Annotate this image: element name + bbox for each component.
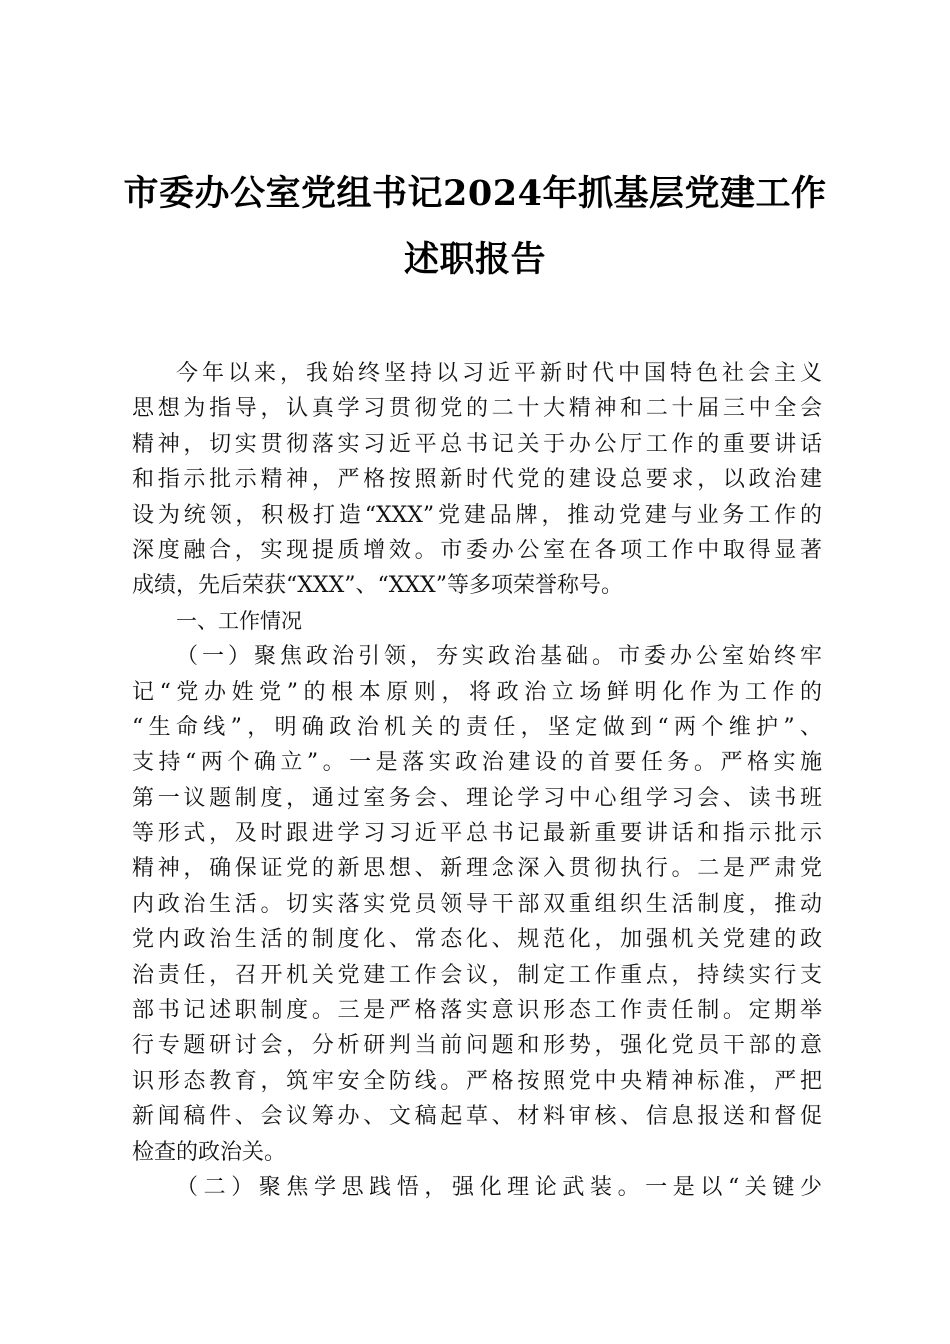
body-line: 支持“两个确立”。一是落实政治建设的首要任务。严格实施 [132,750,822,776]
body-line: 精神，切实贯彻落实习近平总书记关于办公厅工作的重要讲话 [132,431,822,457]
body-line: 内政治生活。切实落实党员领导干部双重组织生活制度，推动 [132,891,822,917]
body-line: 今年以来，我始终坚持以习近平新时代中国特色社会主义 [176,361,822,386]
body-line: 行专题研讨会，分析研判当前问题和形势，强化党员干部的意 [132,1033,822,1059]
body-line: 新闻稿件、会议筹办、文稿起草、材料审核、信息报送和督促 [132,1104,822,1130]
body-line: 党内政治生活的制度化、常态化、规范化，加强机关党建的政 [132,927,822,953]
body-line: 和指示批示精神，严格按照新时代党的建设总要求，以政治建 [132,467,822,493]
document-body [132,356,822,1205]
document-title-line-2: 述职报告 [403,239,546,280]
body-line: 思想为指导，认真学习贯彻党的二十大精神和二十届三中全会 [132,396,822,422]
body-line: 记“党办姓党”的根本原则，将政治立场鲜明化作为工作的 [132,679,822,705]
body-line: “生命线”，明确政治机关的责任，坚定做到“两个维护”、 [132,714,822,740]
body-line: 治责任，召开机关党建工作会议，制定工作重点，持续实行支 [132,962,822,988]
body-line: 检查的政治关。 [132,1139,287,1165]
body-line: 第一议题制度，通过室务会、理论学习中心组学习会、读书班 [132,785,822,811]
body-line: 精神，确保证党的新思想、新理念深入贯彻执行。二是严肃党 [132,856,822,882]
body-line: 成绩，先后荣获“XXX”、“XXX”等多项荣誉称号。 [132,573,623,599]
body-line: 部书记述职制度。三是严格落实意识形态工作责任制。定期举 [132,998,822,1024]
document-title-line-1: 市委办公室党组书记2024年抓基层党建工作 [123,173,827,214]
body-line: 设为统领，积极打造“XXX”党建品牌，推动党建与业务工作的 [132,502,822,528]
body-line: 等形式，及时跟进学习习近平总书记最新重要讲话和指示批示 [132,821,822,847]
body-line: 深度融合，实现提质增效。市委办公室在各项工作中取得显著 [132,537,822,563]
body-line: （二）聚焦学思践悟，强化理论武装。一是以“关键少 [176,1174,822,1200]
body-line: 识形态教育，筑牢安全防线。严格按照党中央精神标准，严把 [132,1068,822,1094]
section-heading: 一、工作情况 [176,608,302,633]
body-line: （一）聚焦政治引领，夯实政治基础。市委办公室始终牢 [176,644,822,670]
